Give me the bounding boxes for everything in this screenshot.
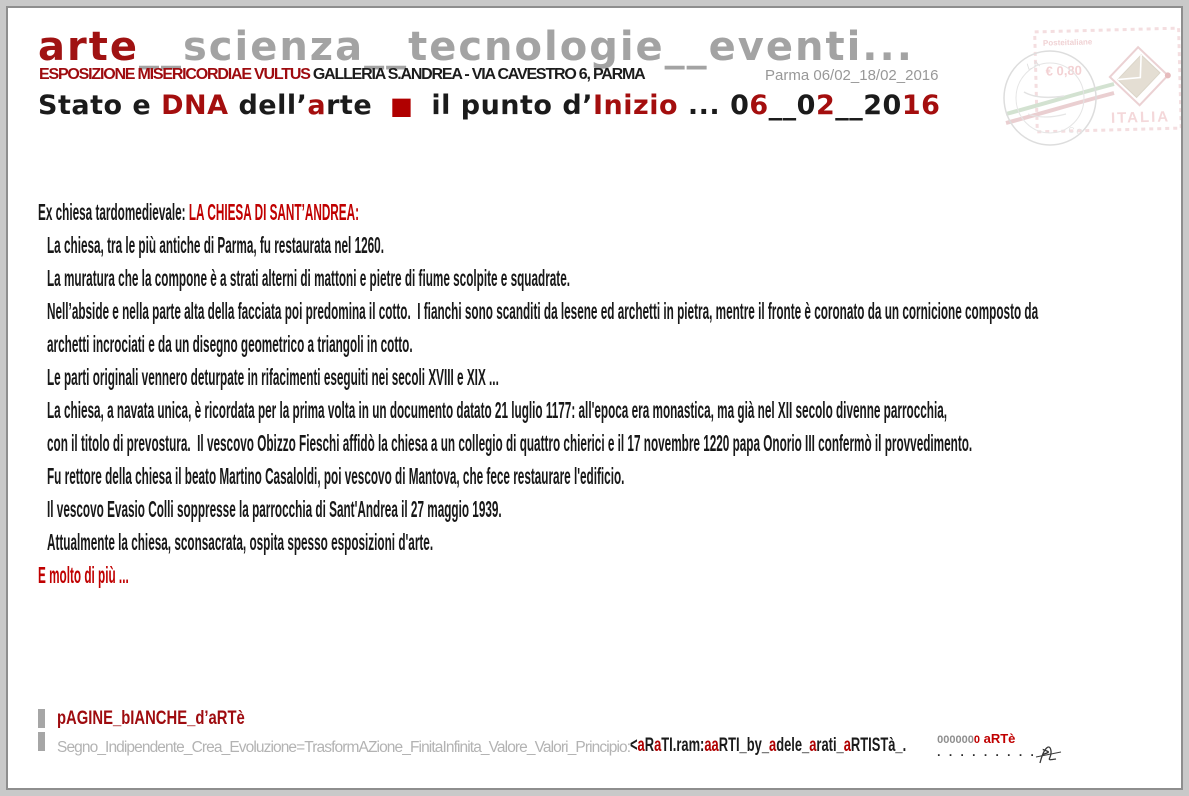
zeros-gray: 000000 <box>937 734 974 746</box>
h2-run: il punto d’ <box>431 90 593 121</box>
h2-date-run: 2 <box>815 90 836 121</box>
h2-run: rte <box>326 90 373 121</box>
body-line: con il titolo di prevostura. Il vescovo Obizzo Fieschi affidò la chiesa a un collegio di quattro chierici e il 17 novembre 1220 papa Onorio III confermò il provvedimento. <box>47 430 973 456</box>
body-line: archetti incrociati e da un disegno geometrico a triangoli in cotto. <box>47 331 413 357</box>
h2-run-inizio: Inizio <box>592 90 678 121</box>
footer-motto-text: Segno_Indipendente_Crea_Evoluzione=TrasformAZione_FinitaInfinita_Valore_Valori_Principio: <box>57 739 631 756</box>
h2-date-run: 16 <box>901 90 941 121</box>
document-page <box>6 6 1183 790</box>
subtitle-exhibition-name: ESPOSIZIONE MISERICORDIAE VULTUS <box>39 66 310 83</box>
footer-signature-text <box>630 735 906 757</box>
svg-text:C O: C O <box>1067 125 1084 137</box>
footer-zeros-stack <box>937 731 1052 759</box>
sig-run: rati_ <box>816 735 844 756</box>
h2-date-run: 0 <box>730 90 750 121</box>
h2-date-run: 20 <box>863 90 902 121</box>
sig-run: RTISTà_. <box>851 735 907 756</box>
h2-run-dna: DNA <box>161 90 229 121</box>
sig-run: dele_ <box>776 735 810 756</box>
h2-date-run: __ <box>835 90 864 121</box>
sig-run: aa <box>704 735 719 756</box>
footer-title <box>57 708 257 730</box>
arte-small-text: aRTè <box>980 731 1016 746</box>
body-line: Fu rettore della chiesa il beato Martino Casaloldi, poi vescovo di Mantova, che fece restaurare l'edificio. <box>47 463 625 489</box>
exhibition-dates: Parma 06/02_18/02_2016 <box>765 67 939 84</box>
sig-run: a <box>843 735 852 756</box>
body-line: Attualmente la chiesa, sconsacrata, ospita spesso esposizioni d'arte. <box>47 529 434 555</box>
postage-stamp <box>998 22 1183 164</box>
body-line: La chiesa, a navata unica, è ricordata per la prima volta in un documento datato 21 luglio 1177: all'epoca era monastica, ma già nel XII secolo divenne parrocchia, <box>47 397 948 423</box>
h2-date-run: 6 <box>749 90 769 121</box>
sig-run: a <box>637 735 645 756</box>
sig-run: R <box>644 735 655 756</box>
tail-arrow-text: . > <box>1024 745 1052 759</box>
stamp-brand-text: Posteitaliane <box>1042 37 1093 48</box>
body-line: La chiesa, tra le più antiche di Parma, fu restaurata nel 1260. <box>47 232 384 258</box>
footer-accent-bar <box>38 709 45 728</box>
sig-run: a <box>809 735 817 756</box>
stamp-graphic <box>998 22 1183 164</box>
sig-run: a <box>769 735 777 756</box>
body-line: La muratura che la compone è a strati alterni di mattoni e pietre di fiume scolpite e squadrate. <box>47 265 571 291</box>
title-word-arte: arte <box>38 24 139 70</box>
sig-run: < <box>630 735 638 756</box>
title-rest: __scienza__tecnologie__eventi... <box>138 24 914 70</box>
red-square-icon: ■ <box>390 92 414 120</box>
dots-text: . . . . . . . . <box>937 745 1025 759</box>
subtitle-gallery-address: GALLERIA S.ANDREA - VIA CAVESTRO 6, PARMA <box>309 66 645 83</box>
footer-signature-line <box>57 731 1052 759</box>
body-text-block <box>38 196 1183 592</box>
footer-accent-bar <box>38 732 45 751</box>
body-intro-church-name: LA CHIESA DI SANT’ANDREA: <box>188 199 360 225</box>
h2-run: dell’ <box>228 90 308 121</box>
exhibition-subtitle <box>39 66 644 84</box>
sig-run: TI.ram: <box>661 735 705 756</box>
h2-date-run: __ <box>768 90 797 121</box>
h2-run: a <box>307 90 327 121</box>
svg-text:L A: L A <box>1025 58 1041 72</box>
body-line-more: E molto di più ... <box>38 562 129 588</box>
sig-run: a <box>654 735 662 756</box>
body-line: Il vescovo Evasio Colli soppresse la parrocchia di Sant'Andrea il 27 maggio 1939. <box>47 496 502 522</box>
h2-run: Stato e <box>38 90 162 121</box>
zero-red: 0 <box>973 734 981 746</box>
heading-stato-dna <box>38 90 940 121</box>
footer-signature-segment <box>630 735 937 759</box>
stamp-value-text: € 0,80 <box>1045 62 1083 79</box>
body-line-intro <box>38 196 1183 229</box>
stamp-country-text: ITALIA <box>1110 108 1171 127</box>
footer-title-text: pAGINE_bIANCHE_d’aRTè <box>57 708 245 729</box>
body-line: Le parti originali vennero deturpate in rifacimenti eseguiti nei secoli XVIII e XIX ... <box>47 364 499 390</box>
page-title <box>38 24 914 70</box>
body-intro-black: Ex chiesa tardomedievale: <box>38 199 189 225</box>
signature-squiggle-icon <box>1034 739 1064 767</box>
h2-run: ... <box>678 90 731 121</box>
body-line: Nell’abside e nella parte alta della facciata poi predomina il cotto. I fianchi sono scanditi da lesene ed archetti in pietra, mentre il fronte è coronato da un cornicione composto da <box>47 298 1039 324</box>
h2-date-run: 0 <box>796 90 816 121</box>
sig-run: RTI_by_ <box>718 735 770 756</box>
